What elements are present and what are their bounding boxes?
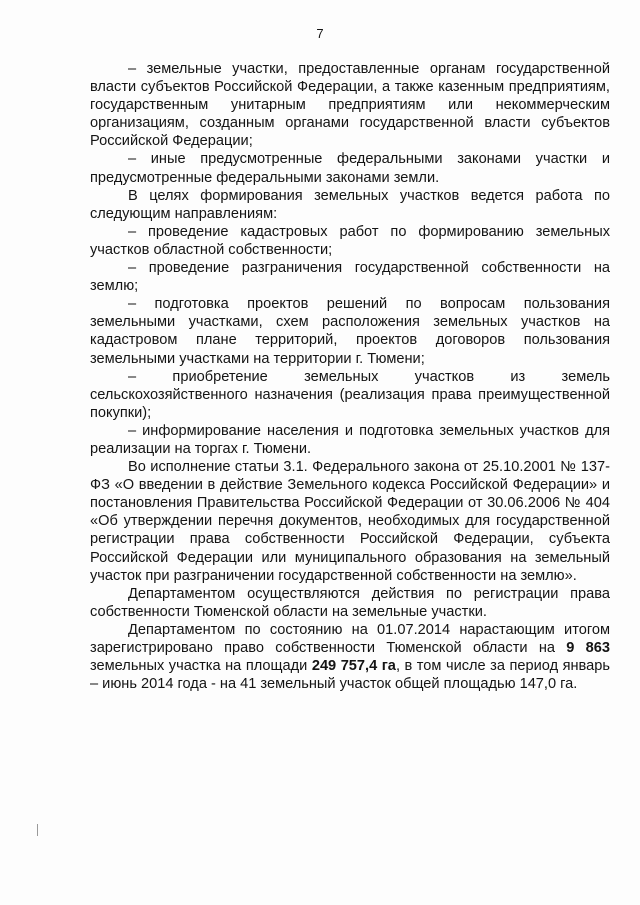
total-plots-count: 9 863: [566, 640, 610, 656]
totals-text-part1: Департаментом по состоянию на 01.07.2014 нарастающим итогом зарегистрировано право собственности Тюменской области на: [90, 621, 610, 656]
page-number: 7: [316, 26, 324, 41]
paragraph-directions-intro: В целях формирования земельных участков ведется работа по следующим направлениям:: [90, 187, 610, 222]
paragraph-public-informing: – информирование населения и подготовка земельных участков для реализации на торгах г. Тюмени.: [90, 422, 610, 457]
paragraph-property-delimitation: – проведение разграничения государственной собственности на землю;: [90, 260, 610, 295]
paragraph-registration-actions: Департаментом осуществляются действия по регистрации права собственности Тюменской области на земельные участки.: [90, 585, 610, 620]
totals-text-part3: , в том числе за период январь – июнь 2014 года - на 41 земельный участок общей площадью 147,0 га.: [90, 658, 610, 693]
paragraph-decision-preparation: – подготовка проектов решений по вопросам пользования земельными участками, схем расположения земельных участков на кадастровом плане территорий, проектов договоров пользования земельными участками на территории г. Тюмени;: [90, 296, 610, 367]
paragraph-registration-totals: [90, 621, 610, 693]
totals-text-part2: земельных участка на площади: [90, 658, 312, 675]
paragraph-federal-law: Во исполнение статьи 3.1. Федерального закона от 25.10.2001 № 137-ФЗ «О введении в действие Земельного кодекса Российской Федерации» и постановления Правительства Российской Федерации от 30.06.2006 № 404 «Об утверждении перечня документов, необходимых для государственной регистрации права собственности Российской Федерации, субъекта Российской Федерации или муниципального образования на земельный участок при разграничении государственной собственности на землю».: [90, 459, 610, 584]
paragraph-other-plots: – иные предусмотренные федеральными законами участки и предусмотренные федеральными законами земли.: [90, 151, 610, 186]
scan-margin-mark: [37, 824, 38, 836]
paragraph-cadastral-works: – проведение кадастровых работ по формированию земельных участков областной собственности;: [90, 223, 610, 258]
paragraph-land-plots-subjects: – земельные участки, предоставленные органам государственной власти субъектов Российской Федерации, а также казенным предприятиям, государственным унитарным предприятиям или некоммерческим организациям, созданным органами государственной власти субъектов Российской Федерации;: [90, 61, 610, 150]
paragraph-agricultural-acquisition: – приобретение земельных участков из земель сельскохозяйственного назначения (реализация права преимущественной покупки);: [90, 368, 610, 421]
document-body: [90, 60, 610, 693]
total-area: 249 757,4 га: [311, 658, 396, 675]
